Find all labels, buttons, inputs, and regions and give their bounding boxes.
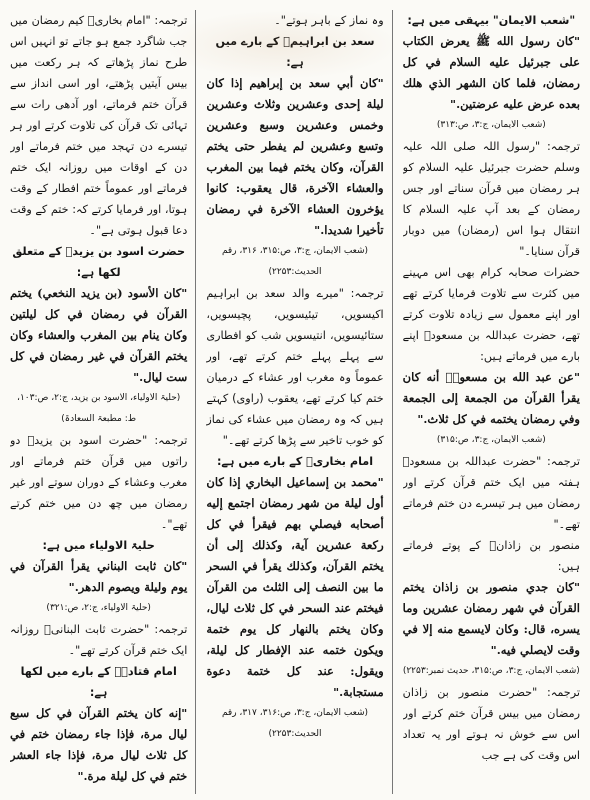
- reference-citation: (شعب الایمان، ج:۳، ص:۳۱۳): [436, 120, 546, 130]
- reference-citation: (شعب الایمان، ج:۳، ص:۳۱۵، ۳۱۶، رقم الحدیث:۲۲۵۳): [221, 246, 369, 277]
- section-heading: امام بخاریؒ کے بارے میں ہے:: [216, 455, 374, 468]
- urdu-paragraph: ترجمہ: "حضرت اسود بن یزیدؒ دو راتوں میں قرآن ختم فرماتے اور مغرب وعشاء کے دوران سوتے اور غیر رمضان میں چھ دن میں ختم کرتے تھے"۔: [10, 434, 188, 531]
- column-middle: [206, 10, 392, 794]
- section-heading: سعد بن ابراہیمؒ کے بارے میں ہے:: [215, 35, 375, 69]
- arabic-quote: "كان أبي سعد بن إبراهيم إذا كان ليلة إحدى وعشرين وثلاث وعشرين وخمس وعشرين وسبع وعشرين وتسع وعشرين لم يفطر حتى يختم القرآن، وكان يختم فيما بين المغرب والعشاء الآخرة، قال يعقوب: كانوا يؤخرون العشاء الآخرة في رمضان تأخيرا شديدا.": [206, 76, 384, 237]
- arabic-quote: "إنه كان يختم القرآن في كل سبع ليال مرة، فإذا جاء رمضان ختم في كل ثلاث ليال مرة، فإذا جاء العشر ختم في كل ليلة مرة.": [10, 706, 188, 783]
- section-heading: "شعب الایمان" بیہقی میں ہے:: [407, 14, 576, 27]
- column-right: [403, 10, 580, 794]
- reference-citation: (شعب الایمان، ج:۳، ص:۳۱۵، حدیث نمبر:۲۲۵۳): [402, 666, 580, 676]
- urdu-paragraph: ترجمہ: "حضرت ثابت البنانیؒ روزانہ ایک ختم قرآن کرتے تھے"۔: [10, 623, 188, 657]
- urdu-paragraph: ترجمہ: "میرے والد سعد بن ابراہیم اکیسویں، تیئیسویں، پچیسویں، ستائیسویں، انتیسویں شب کو افطاری سے پہلے پہلے ختم کرتے تھے، اور عموماً وہ مغرب اور عشاء کے درمیان ختم کیا کرتے تھے، یعقوب (راوی) کہتے ہیں کہ وہ رمضان میں عشاء کی نماز کو خوب تاخیر سے پڑھا کرتے تھے۔": [206, 287, 384, 447]
- urdu-paragraph: ترجمہ: "حضرت منصور بن زاذان رمضان میں بیس قرآن ختم کرتے اور اس سے خوش نہ ہوتے اور یہ تعداد اس وقت کی ہے جب: [402, 686, 580, 762]
- reference-citation: (شعب الایمان، ج:۳، ص:۳۱۵): [436, 435, 546, 445]
- reference-citation: (حلیۃ الاولیاء، الاسود بن یزید، ج:۲، ص:۱۰۳، ط: مطبعۃ السعادۃ): [17, 393, 181, 424]
- urdu-paragraph: ترجمہ: "حضرت عبداللہ بن مسعودؓ ہفتہ میں ایک ختم قرآن کرتے اور رمضان میں ہر تیسرے دن ختم فرماتے تھے۔": [402, 455, 580, 531]
- arabic-quote: "عن عبد الله بن مسعودؓ أنه كان يقرأ القرآن من الجمعة إلى الجمعة وفي رمضان يختمه في كل ثلاث.": [402, 370, 580, 426]
- arabic-quote: "كان الأسود (بن يزيد النخعي) يختم القرآن في رمضان في كل ليلتين وكان ينام بين المغرب والعشاء وكان يختم القرآن في غير رمضان في كل ست ليال.": [10, 286, 188, 384]
- urdu-paragraph: وہ نماز کے باہر ہوتے"۔: [274, 14, 384, 27]
- column-left: [10, 10, 196, 794]
- urdu-paragraph: منصور بن زاذانؒ کے پوتے فرماتے ہیں:: [402, 539, 580, 573]
- arabic-quote: "كان ثابت البناني يقرأ القرآن في يوم وليلة ويصوم الدهر.": [10, 559, 188, 594]
- urdu-paragraph: ترجمہ: "امام بخاریؒ کیم رمضان میں جب شاگرد جمع ہو جاتے تو انہیں اس طرح نماز پڑھاتے کہ ہر رکعت میں بیس آیتیں پڑھتے، اور اسی انداز سے قرآن ختم فرماتے، اور آدھی رات سے تہائی تک قرآن کی تلاوت کرتے اور ہر تیسرے دن تہجد میں ختم فرماتے اور دن کے اوقات میں روزانہ ایک ختم فرماتے اور عموماً ختم افطار کے وقت ہوتا، اور فرمایا کرتے کہ: ختم کے وقت دعا قبول ہوتی ہے"۔: [10, 14, 188, 237]
- reference-citation: (شعب الایمان، ج:۳، ص:۳۱۶، ۳۱۷، رقم الحدیث:۲۲۵۳): [221, 708, 369, 739]
- urdu-paragraph: ترجمہ: "رسول اللہ صلی اللہ علیہ وسلم حضرت جبرئیل علیہ السلام کو ہر رمضان میں قرآن سناتے اور جس رمضان کے بعد آپ علیہ السلام کا انتقال ہوا اس (رمضان) میں دوبار قرآن سنایا۔": [402, 140, 580, 258]
- arabic-quote: "كان جدي منصور بن زاذان يختم القرآن في شهر رمضان عشرين وما يسره، قال: وكان لايسمع منه إلا في وقت لايصلي فيه.": [402, 580, 580, 657]
- section-heading: حضرت اسود بن یزیدؒ کے متعلق لکھا ہے:: [12, 245, 186, 279]
- arabic-quote: "كان رسول الله ﷺ يعرض الكتاب على جبرئيل عليه السلام في كل رمضان، فلما كان الشهر الذي هلك بعده عرض عليه عرضتين.": [402, 34, 580, 111]
- arabic-quote: "محمد بن إسماعيل البخاري إذا كان أول ليلة من شهر رمضان اجتمع إليه أصحابه فيصلي بهم فيقرأ في كل ركعة عشرين آية، وكذلك إلى أن يختم القرآن، وكذلك يقرأ في السحر ما بين النصف إلى الثلث من القرآن فيختم عند السحر في كل ثلاث ليال، وكان يختم بالنهار كل يوم ختمة ويكون ختمه عند الإفطار كل ليلة، ويقول: عند كل ختمة دعوة مستجابة.": [206, 475, 384, 699]
- reference-citation: (حلیۃ الاولیاء، ج:۲، ص:۳۲۱): [46, 603, 151, 613]
- urdu-paragraph: حضرات صحابہ کرام بھی اس مہینے میں کثرت سے تلاوت فرمایا کرتے تھے اور اپنے معمول سے زیادہ تلاوت کرتے تھے، حضرت عبداللہ بن مسعودؓ اپنے بارے میں فرماتے ہیں:: [402, 266, 580, 363]
- section-heading: حلیۃ الاولیاء میں ہے:: [42, 539, 155, 552]
- section-heading: امام قتادہؒ کے بارے میں لکھا ہے:: [20, 665, 177, 699]
